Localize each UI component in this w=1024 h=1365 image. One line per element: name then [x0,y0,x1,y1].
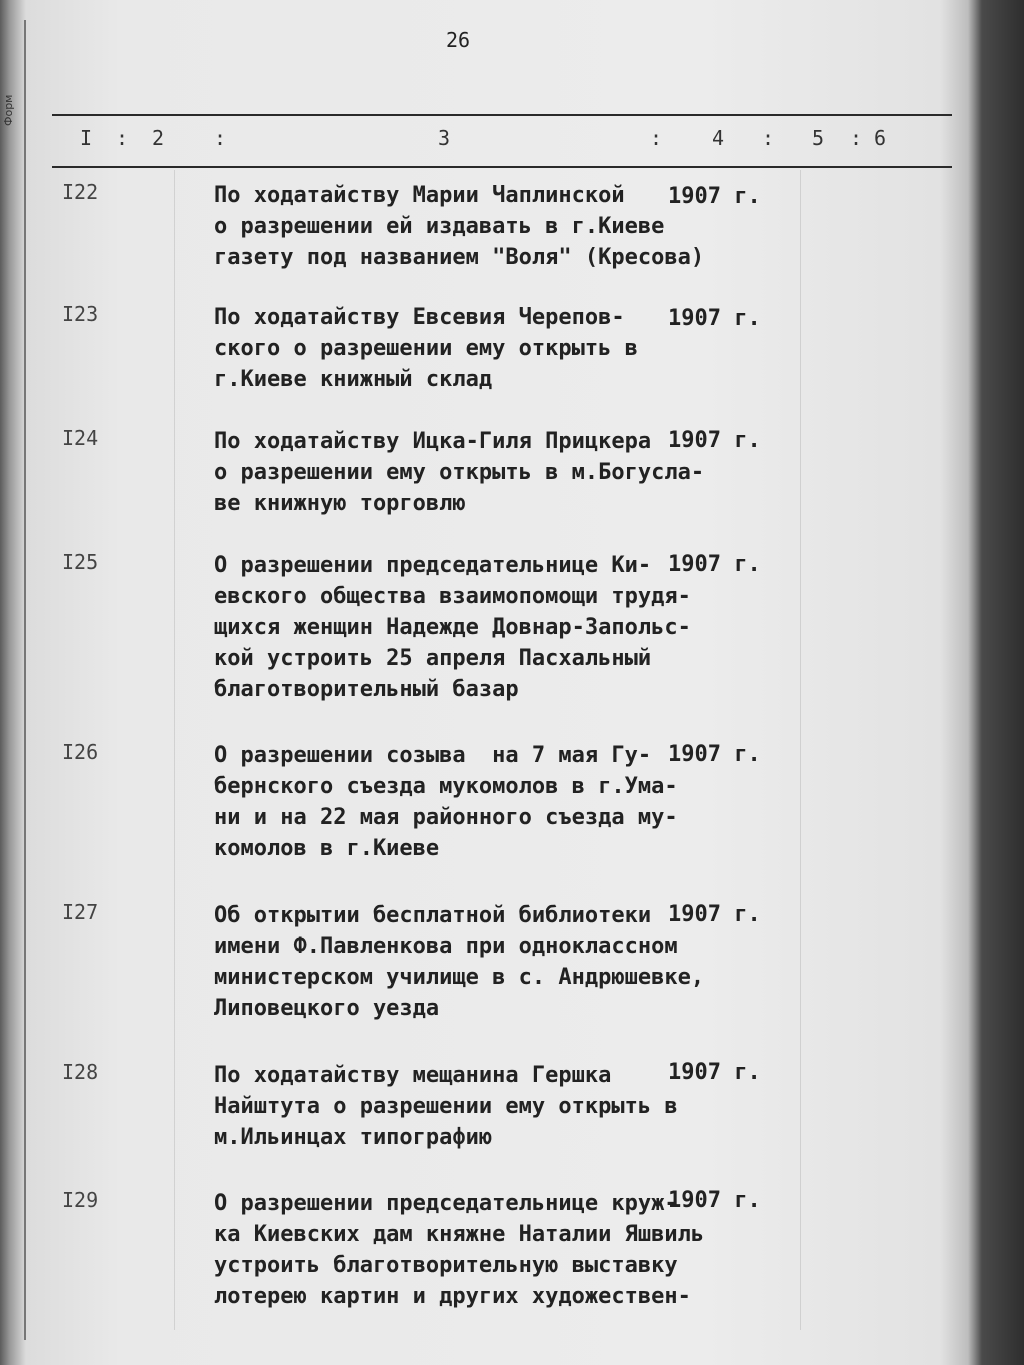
header-rule-top [52,114,952,116]
entry-description: По ходатайству Евсевия Черепов- ского о разрешении ему открыть в г.Киеве книжный склад [214,305,638,392]
entry-number: I22 [62,180,99,204]
entry-year: 1907 г. [668,742,761,767]
entry-number: I26 [62,740,99,764]
entry-description: По ходатайству Марии Чаплинской о разрешении ей издавать в г.Киеве газету под названием "Воля" (Кресова) [214,183,705,270]
page-number: 26 [446,28,471,52]
column-header-5: 5 [812,126,825,150]
entry-number: I28 [62,1060,99,1084]
entry-year: 1907 г. [668,1188,761,1213]
entry-description: О разрешении созыва на 7 мая Гу- бернского съезда мукомолов в г.Ума- ни и на 22 мая районного съезда му- комолов в г.Киеве [214,743,678,861]
column-headers [52,126,952,156]
column-header-3: 3 [438,126,451,150]
page-edge-line [24,20,26,1340]
edge-label: Форм [2,94,15,126]
entry-number: I29 [62,1188,99,1212]
entry-description: О разрешении председательнице Ки- евского общества взаимопомощи трудя- щихся женщин Надежде Довнар-Запольс- кой устроить 25 апреля Пасхальный благотворительный базар [214,553,691,702]
entry-number: I23 [62,302,99,326]
column-header-1: I [80,126,93,150]
column-header-6: 6 [874,126,887,150]
entry-number: I25 [62,550,99,574]
entry-description: По ходатайству мещанина Гершка Найштута о разрешении ему открыть в м.Ильинцах типографию [214,1063,678,1150]
entry-year: 1907 г. [668,552,761,577]
entry-year: 1907 г. [668,428,761,453]
entry-year: 1907 г. [668,184,761,209]
column-separator: : [650,126,663,150]
column-header-2: 2 [152,126,165,150]
column-guide [174,170,175,1330]
column-guide [800,170,801,1330]
column-separator: : [116,126,129,150]
entry-number: I24 [62,426,99,450]
column-header-4: 4 [712,126,725,150]
column-separator: : [850,126,863,150]
column-separator: : [762,126,775,150]
column-separator: : [214,126,227,150]
entry-description: Об открытии бесплатной библиотеки имени Ф.Павленкова при одноклассном министерском училище в с. Андрюшевке, Липовецкого уезда [214,903,705,1021]
entry-description: О разрешении председательнице круж- ка Киевских дам княжне Наталии Яшвиль устроить благотворительную выставку лотерею картин и других художествен- [214,1191,705,1309]
header-rule-bottom [52,166,952,168]
entry-number: I27 [62,900,99,924]
entry-year: 1907 г. [668,306,761,331]
entry-year: 1907 г. [668,902,761,927]
entry-description: По ходатайству Ицка-Гиля Прицкера о разрешении ему открыть в м.Богусла- ве книжную торговлю [214,429,705,516]
entry-year: 1907 г. [668,1060,761,1085]
